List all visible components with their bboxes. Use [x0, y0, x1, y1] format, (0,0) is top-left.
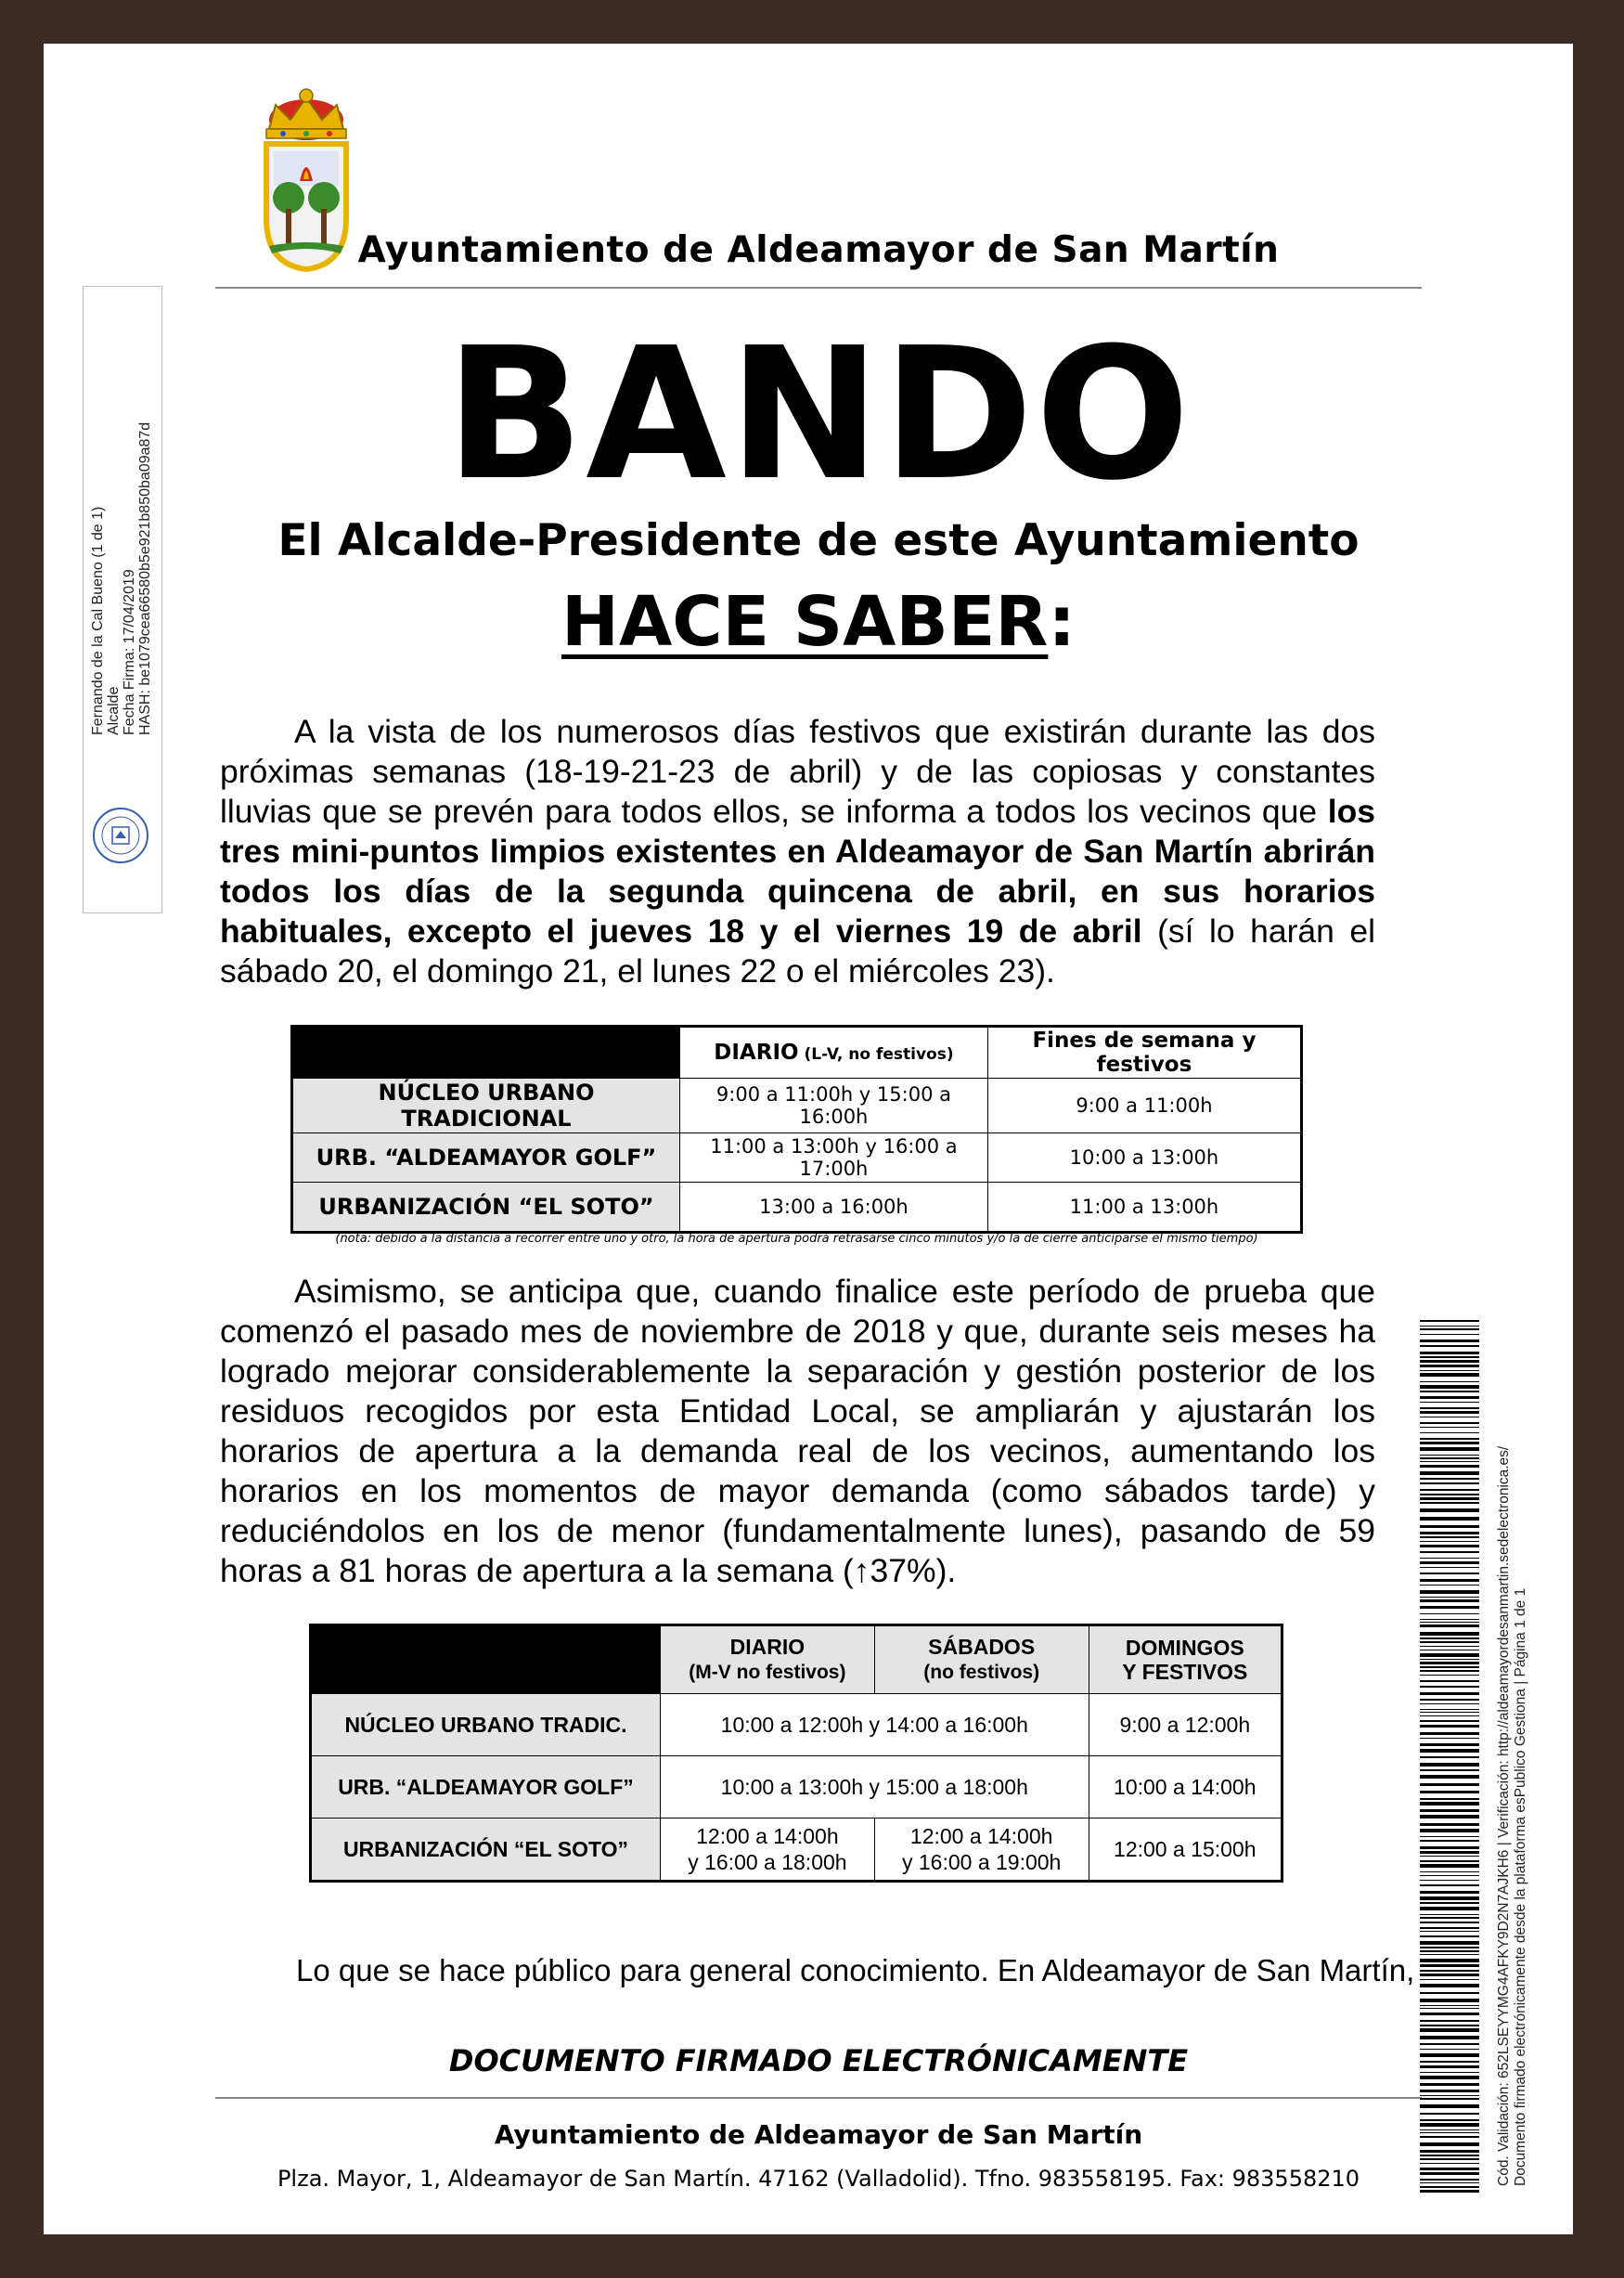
table-cell-weekend: 10:00 a 13:00h	[987, 1133, 1301, 1183]
signature-details	[90, 345, 155, 735]
table-row	[311, 1819, 1282, 1882]
table-header-row	[292, 1027, 1302, 1079]
table-row	[311, 1756, 1282, 1819]
table-row	[292, 1183, 1302, 1233]
table-header-empty	[292, 1027, 680, 1079]
second-paragraph-text: Asimismo, se anticipa que, cuando finalice este período de prueba que comenzó el pasado mes de noviembre de 2018 y que, durante seis meses ha logrado mejorar considerablemente la separación y gestión posterior de los residuos recogidos por esta Entidad Local, se ampliarán y ajustarán los horarios de apertura a la demanda real de los vecinos, aumentando los horarios en los momentos de mayor demanda (como sábados tarde) y reduciéndolos en los de menor (fundamentalmente lunes), pasando de 59 horas a 81 horas de apertura a la semana (↑37%).	[220, 1273, 1375, 1589]
table-cell-diario-sabados: 10:00 a 13:00h y 15:00 a 18:00h	[661, 1756, 1089, 1819]
signed-notice: DOCUMENTO FIRMADO ELECTRÓNICAMENTE	[448, 2043, 1189, 2078]
table-header-weekend: Fines de semana y festivos	[987, 1027, 1301, 1079]
intro-paragraph	[220, 712, 1375, 991]
header-divider	[215, 287, 1422, 289]
verification-details	[1496, 1314, 1552, 2186]
table-row-label: NÚCLEO URBANO TRADICIONAL	[292, 1079, 680, 1133]
table-header-sabados: SÁBADOS (no festivos)	[874, 1625, 1089, 1694]
table-row-label: URBANIZACIÓN “EL SOTO”	[292, 1183, 680, 1233]
signer-name: Fernando de la Cal Bueno (1 de 1)	[90, 506, 106, 735]
table-header-row	[311, 1625, 1282, 1694]
schedule-table-current	[290, 1025, 1303, 1234]
table-cell-weekend: 11:00 a 13:00h	[987, 1183, 1301, 1233]
table-header-domingos: DOMINGOS Y FESTIVOS	[1089, 1625, 1282, 1694]
footer-address: Plza. Mayor, 1, Aldeamayor de San Martín. 47162 (Valladolid). Tfno. 983558195. Fax: 983558210	[277, 2166, 1360, 2192]
signer-role: Alcalde	[106, 686, 122, 735]
table-row-label: URB. “ALDEAMAYOR GOLF”	[292, 1133, 680, 1183]
schedule-table-future	[309, 1624, 1283, 1883]
seal-icon	[92, 807, 149, 864]
table-cell-domingos: 9:00 a 12:00h	[1089, 1694, 1282, 1756]
barcode-icon	[1420, 1320, 1479, 2193]
table-cell-domingos: 10:00 a 14:00h	[1089, 1756, 1282, 1819]
footer-divider	[215, 2097, 1422, 2099]
table-cell-domingos: 12:00 a 15:00h	[1089, 1819, 1282, 1882]
table-note: (nota: debido a la distancia a recorrer entre uno y otro, la hora de apertura podrá retrasarse cinco minutos y/o la de cierre anticiparse el mismo tiempo)	[335, 1232, 1258, 1246]
signature-hash: HASH: be1079cea66580b5e921b850ba09a87d	[137, 421, 153, 735]
page-title: BANDO	[445, 309, 1192, 521]
table-header-diario: DIARIO (L-V, no festivos)	[680, 1027, 988, 1079]
document-page	[44, 44, 1573, 2234]
table-header-empty	[311, 1625, 661, 1694]
intro-paragraph-part1: A la vista de los numerosos días festivos que existirán durante las dos próximas semanas (18-19-21-23 de abril) y de las copiosas y constantes lluvias que se prevén para todos ellos, se informa a todos los vecinos que	[220, 713, 1375, 830]
footer-organization: Ayuntamiento de Aldeamayor de San Martín	[494, 2119, 1143, 2150]
verification-code: Cód. Validación: 652LSEYYMG4AFKY9D2N7AJKH6 | Verificación: http://aldeamayordesanmartin.sedelectronica.es/	[1496, 1445, 1512, 2186]
hace-saber-suffix: :	[1048, 582, 1076, 662]
verification-platform: Documento firmado electrónicamente desde la plataforma esPublico Gestiona | Página 1 de 1	[1513, 1587, 1528, 2186]
intro-paragraph-part2: (sí lo harán el sábado 20, el domingo 21, el lunes 22 o el miércoles 23).	[220, 912, 1376, 990]
table-row	[311, 1694, 1282, 1756]
table-cell-diario-sabados: 10:00 a 12:00h y 14:00 a 16:00h	[661, 1694, 1089, 1756]
signature-date: Fecha Firma: 17/04/2019	[122, 569, 137, 735]
hace-saber-text: HACE SABER	[561, 582, 1049, 662]
hace-saber-heading	[215, 582, 1422, 662]
table-row-label: URBANIZACIÓN “EL SOTO”	[311, 1819, 661, 1882]
table-row	[292, 1079, 1302, 1133]
second-paragraph	[220, 1272, 1375, 1591]
closing-statement: Lo que se hace público para general conocimiento. En Aldeamayor de San Martín,	[296, 1953, 1415, 1987]
table-cell-diario: 9:00 a 11:00h y 15:00 a 16:00h	[680, 1079, 988, 1133]
table-row-label: NÚCLEO URBANO TRADIC.	[311, 1694, 661, 1756]
header-organization: Ayuntamiento de Aldeamayor de San Martín	[357, 229, 1280, 271]
table-cell-diario: 11:00 a 13:00h y 16:00 a 17:00h	[680, 1133, 988, 1183]
table-cell-diario: 12:00 a 14:00h y 16:00 a 18:00h	[661, 1819, 875, 1882]
table-cell-weekend: 9:00 a 11:00h	[987, 1079, 1301, 1133]
table-row	[292, 1133, 1302, 1183]
subtitle: El Alcalde-Presidente de este Ayuntamiento	[277, 515, 1360, 566]
intro-paragraph-bold: los tres mini-puntos limpios existentes en Aldeamayor de San Martín abrirán todos los días de la segunda quincena de abril, en sus horarios habituales, excepto el jueves 18 y el viernes 19 de abril	[220, 793, 1375, 950]
table-row-label: URB. “ALDEAMAYOR GOLF”	[311, 1756, 661, 1819]
table-cell-sabados: 12:00 a 14:00h y 16:00 a 19:00h	[874, 1819, 1089, 1882]
table-header-diario: DIARIO (M-V no festivos)	[661, 1625, 875, 1694]
table-cell-diario: 13:00 a 16:00h	[680, 1183, 988, 1233]
